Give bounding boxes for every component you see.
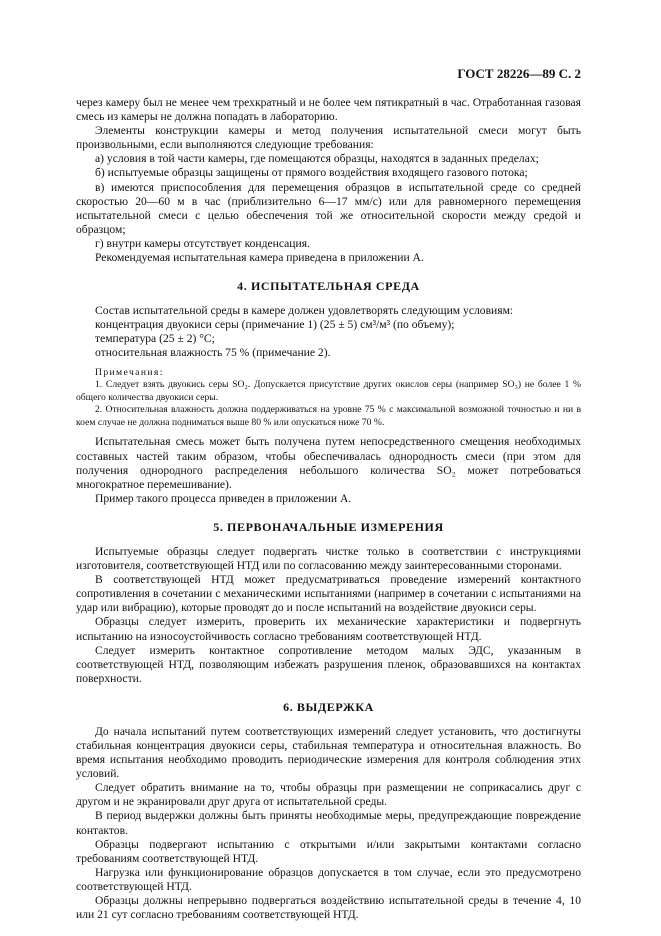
notes-block	[76, 367, 581, 430]
requirement-item-g: г) внутри камеры отсутствует конденсация.	[95, 236, 310, 250]
intro-paragraph: через камеру был не менее чем трехкратный и не более чем пятикратный в час. Отработанная газовая смесь из камеры не должна попадать в лабораторию.	[76, 96, 581, 124]
section-title: 6. ВЫДЕРЖКА	[283, 699, 374, 714]
notes-heading: Примечания:	[95, 366, 164, 378]
section-paragraph: Образцы следует измерить, проверить их механические характеристики и подвергнуть испытанию на износоустойчивость согласно требованиям соответствующей НТД.	[76, 615, 581, 643]
condition-temperature: температура (25 ± 2) °С;	[95, 332, 215, 346]
condition-concentration: концентрация двуокиси серы (примечание 1) (25 ± 5) см³/м³ (по объему);	[95, 318, 455, 332]
section-paragraph: Пример такого процесса приведен в приложении А.	[95, 491, 352, 505]
intro-paragraph: Рекомендуемая испытательная камера приведена в приложении А.	[95, 251, 424, 265]
requirement-item-v: в) имеются приспособления для перемещения образцов в испытательной среде со средней скоростью 20—60 м в час (приблизительно 6—17 мм/с) или для равномерного перемещения испытательной смеси с целью обеспечения той же относительной скорости между средой и образцом;	[76, 180, 581, 236]
intro-paragraph: Элементы конструкции камеры и метод получения испытательной смеси могут быть произвольными, если выполняются следующие требования:	[76, 124, 581, 152]
note-2: 2. Относительная влажность должна поддерживаться на уровне 75 % с максимальной возможной точностью и ни в коем случае не должна подниматься выше 80 % или опускаться ниже 70 %.	[76, 404, 581, 428]
section-paragraph: В период выдержки должны быть приняты необходимые меры, предупреждающие повреждение контактов.	[76, 809, 581, 837]
section-paragraph: Образцы должны непрерывно подвергаться воздействию испытательной среды в течение 4, 10 или 21 сут согласно требованиям соответствующей НТД.	[76, 894, 581, 922]
section-title: 4. ИСПЫТАТЕЛЬНАЯ СРЕДА	[237, 279, 420, 294]
condition-humidity: относительная влажность 75 % (примечание 2).	[95, 346, 331, 360]
section-paragraph: Следует измерить контактное сопротивление методом малых ЭДС, указанным в соответствующей НТД, позволяющим избежать разрушения пленок, образовавшихся на контактах поверхности.	[76, 643, 581, 685]
requirement-item-a: а) условия в той части камеры, где помещаются образцы, находятся в заданных пределах;	[95, 152, 539, 166]
section-paragraph: До начала испытаний путем соответствующих измерений следует установить, что достигнуты стабильная концентрация двуокиси серы, стабильная температура и относительная влажность. Во время испытания необходимо проводить периодические измерения для контроля соблюдения этих условий.	[76, 724, 581, 781]
section-paragraph: Образцы подвергают испытанию с открытыми и/или закрытыми контактами согласно требованиям соответствующей НТД.	[76, 837, 581, 865]
section-title: 5. ПЕРВОНАЧАЛЬНЫЕ ИЗМЕРЕНИЯ	[213, 519, 444, 534]
document-header: ГОСТ 28226—89 С. 2	[457, 66, 581, 81]
section-paragraph: Состав испытательной среды в камере должен удовлетворять следующим условиям:	[95, 304, 514, 318]
section-paragraph: Нагрузка или функционирование образцов допускается в том случае, если это предусмотрено соответствующей НТД.	[76, 865, 581, 893]
requirement-item-b: б) испытуемые образцы защищены от прямого воздействия входящего газового потока;	[95, 166, 528, 180]
document-body	[76, 96, 581, 922]
section-paragraph: Испытательная смесь может быть получена путем непосредственного смещения необходимых составных частей таким образом, чтобы обеспечивалась однородность смеси (при этом для получения однородного распределения небольшого количества SO₂ может потребоваться многократное перемешивание).	[76, 435, 581, 491]
section-paragraph: В соответствующей НТД может предусматриваться проведение измерений контактного сопротивления в сочетании с механическими испытаниями (например в сочетании с испытаниями на удар или вибрацию), которые проводят до и после испытаний на воздействие двуокиси серы.	[76, 573, 581, 615]
section-paragraph: Следует обратить внимание на то, чтобы образцы при размещении не соприкасались друг с другом и не экранировали друг друга от испытательной среды.	[76, 781, 581, 809]
section-paragraph: Испытуемые образцы следует подвергать чистке только в соответствии с инструкциями изготовителя, соответствующей НТД или по согласованию между заинтересованными сторонами.	[76, 544, 581, 573]
note-1: 1. Следует взять двуокись серы SO₂. Допускается присутствие других окислов серы (например SO₃) не более 1 % общего количества двуокиси серы.	[76, 379, 581, 403]
